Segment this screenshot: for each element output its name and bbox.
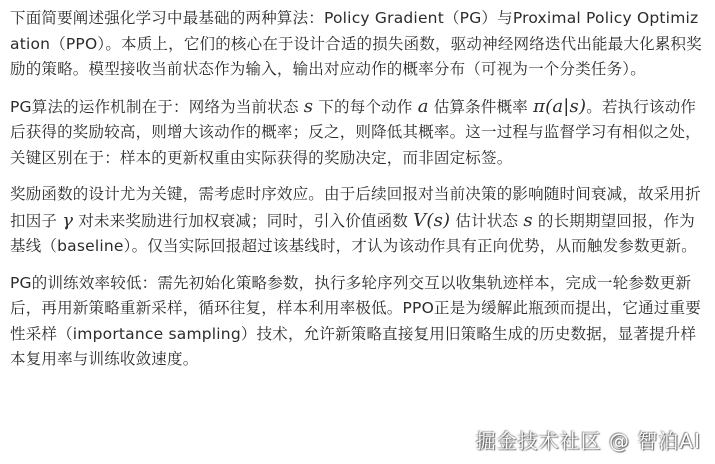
pg-text-2: 下的每个动作 (313, 97, 418, 116)
reward-text-2: 对未来奖励进行加权衰减；同时，引入价值函数 (73, 211, 414, 230)
pg-text-4: 。若执行该动作后获得的奖励较高，则增大该动作的概率；反之，则降低其概率。这一过程与监督学习有相似之处，关键区别在于：样本的更新权重由实际获得的奖励决定，而非固定标签。 (10, 97, 701, 167)
paragraph-reward-design (10, 182, 708, 260)
paragraph-ppo (10, 271, 708, 373)
pg-text-1: PG算法的运作机制在于：网络为当前状态 (10, 97, 304, 116)
paragraph-ppo-text: PG的训练效率较低：需先初始化策略参数，执行多轮序列交互以收集轨迹样本，完成一轮参数更新后，再用新策略重新采样，循环往复，样本利用率极低。PPO正是为缓解此瓶颈而提出，它通过重要性采样（importance sampling）技术，允许新策略直接复用旧策略生成的历史数据，显著提升样本复用率与训练收敛速度。 (10, 273, 701, 368)
math-gamma: γ (62, 209, 74, 231)
math-value-function: V(s) (413, 209, 451, 231)
math-policy-prob: π(a|s) (533, 95, 587, 117)
pg-text-3: 估算条件概率 (428, 97, 534, 116)
reward-text-1: 奖励函数的设计尤为关键，需考虑时序效应。由于后续回报对当前决策的影响随时间衰减，故采用折扣因子 (10, 185, 701, 230)
math-state-s: s (303, 95, 314, 117)
paragraph-intro (10, 6, 708, 83)
watermark: 掘金技术社区 @ 智泊AI (475, 429, 701, 453)
math-state-s-2: s (523, 209, 533, 231)
reward-text-3: 估计状态 (450, 211, 524, 230)
reward-text-4: 的长期期望回报，作为基线（baseline）。仅当实际回报超过该基线时，才认为该动作具有正向优势，从而触发参数更新。 (10, 211, 697, 255)
math-action-a: a (417, 95, 429, 117)
document-body (10, 6, 708, 384)
paragraph-pg-mechanism (10, 94, 708, 172)
paragraph-intro-text: 下面简要阐述强化学习中最基础的两种算法：Policy Gradient（PG）与Proximal Policy Optimization（PPO）。本质上，它们的核心在于设计合适的损失函数，驱动神经网络迭代出能最大化累积奖励的策略。模型接收当前状态作为输入，输出对应动作的概率分布（可视为一个分类任务）。 (10, 9, 702, 78)
